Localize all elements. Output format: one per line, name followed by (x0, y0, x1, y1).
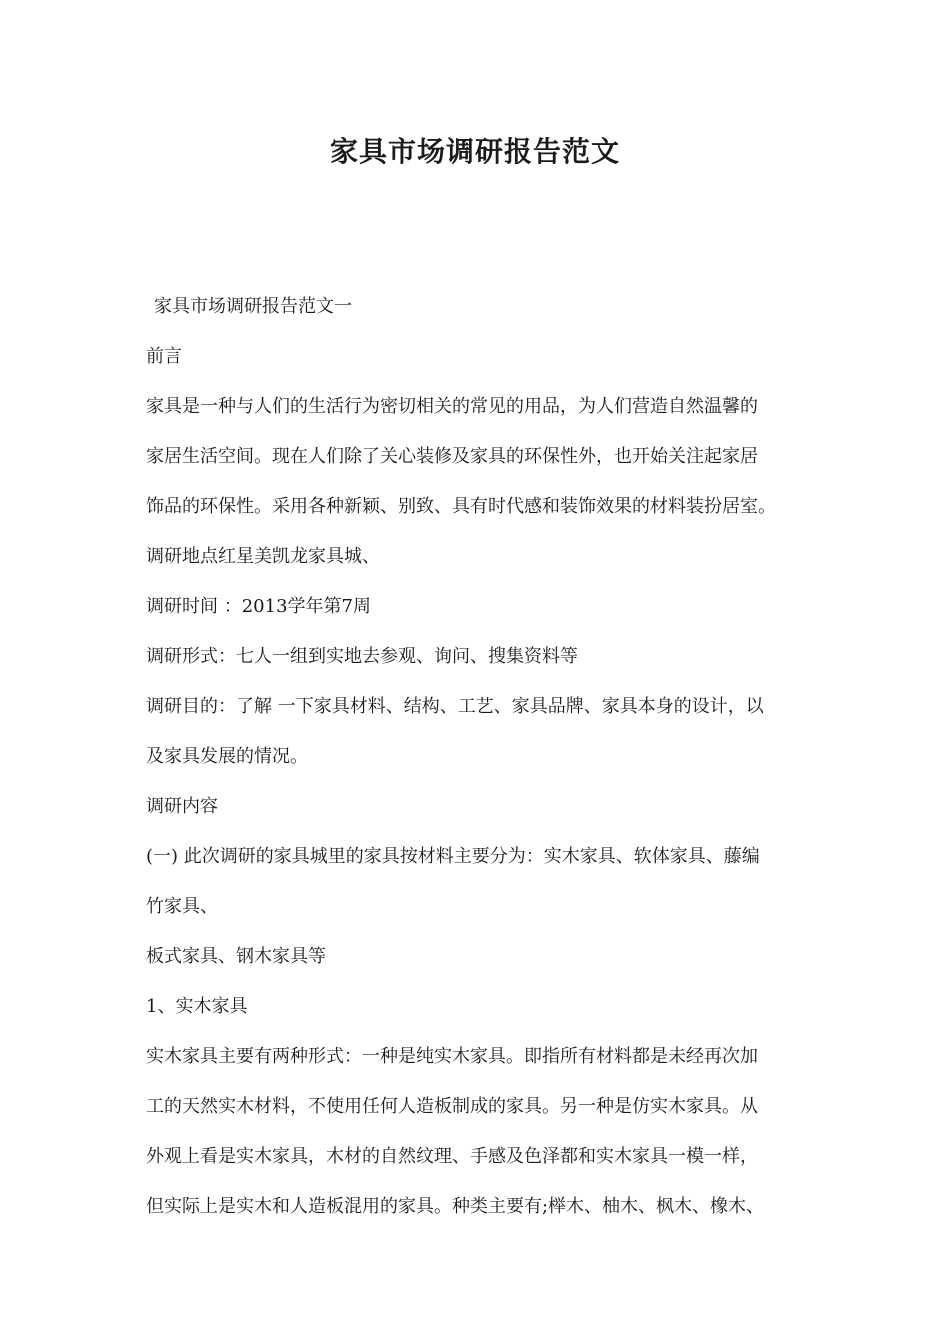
paragraph-line: 调研内容 (146, 796, 218, 817)
paragraph-line: (一) 此次调研的家具城里的家具按材料主要分为：实木家具、软体家具、藤编 (146, 846, 760, 867)
paragraph-line: 工的天然实木材料，不使用任何人造板制成的家具。另一种是仿实木家具。从 (146, 1096, 758, 1117)
paragraph-line: 竹家具、 (146, 896, 218, 917)
paragraph-line: 调研形式：七人一组到实地去参观、询问、搜集资料等 (146, 646, 578, 667)
section-heading: 家具市场调研报告范文一 (154, 296, 352, 317)
paragraph-line: 饰品的环保性。采用各种新颖、别致、具有时代感和装饰效果的材料装扮居室。 (146, 496, 776, 517)
paragraph-line: 调研时间 ：2013学年第7周 (146, 596, 371, 617)
paragraph-line: 家居生活空间。现在人们除了关心装修及家具的环保性外，也开始关注起家居 (146, 446, 758, 467)
paragraph-line: 家具是一种与人们的生活行为密切相关的常见的用品，为人们营造自然温馨的 (146, 396, 758, 417)
paragraph-line: 及家具发展的情况。 (146, 746, 308, 767)
document-body (146, 282, 810, 1232)
paragraph-line: 但实际上是实木和人造板混用的家具。种类主要有;榉木、柚木、枫木、橡木、 (146, 1196, 765, 1217)
paragraph-line: 前言 (146, 346, 182, 367)
paragraph-line: 调研地点红星美凯龙家具城、 (146, 546, 380, 567)
document-title: 家具市场调研报告范文 (329, 135, 620, 168)
paragraph-line: 外观上看是实木家具，木材的自然纹理、手感及色泽都和实木家具一模一样， (146, 1146, 758, 1167)
paragraph-line: 板式家具、钢木家具等 (146, 946, 326, 967)
paragraph-line: 1、实木家具 (146, 996, 248, 1017)
paragraph-line: 调研目的：了解 一下家具材料、结构、工艺、家具品牌、家具本身的设计，以 (146, 696, 764, 717)
paragraph-line: 实木家具主要有两种形式：一种是纯实木家具。即指所有材料都是未经再次加 (146, 1046, 758, 1067)
